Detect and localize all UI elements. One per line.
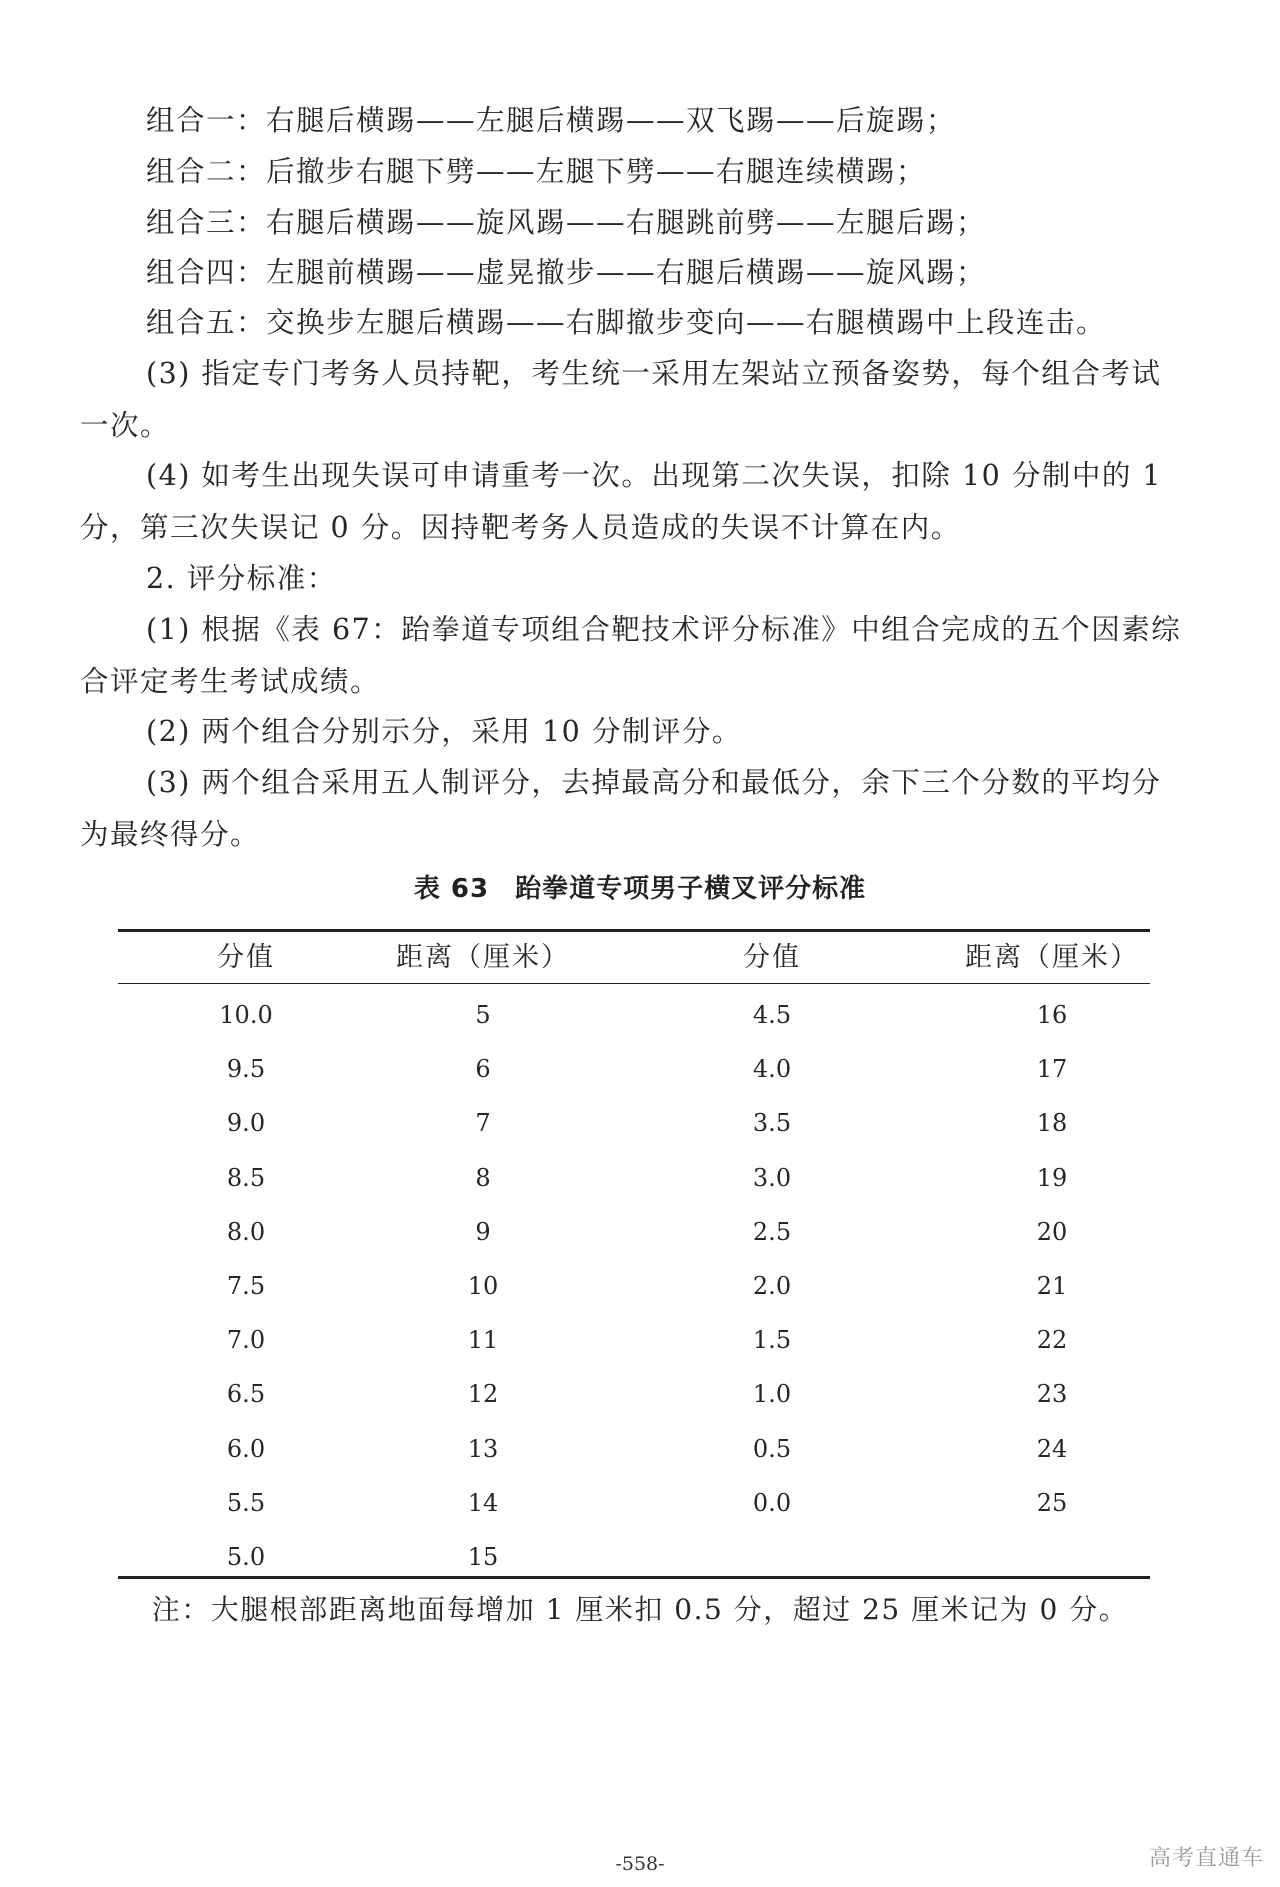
table-cell: 10 — [467, 1271, 499, 1300]
table-cell: 6.5 — [226, 1380, 266, 1409]
table-header — [118, 935, 1150, 981]
table-cell: 21 — [1036, 1271, 1068, 1300]
scoring-paragraph-1: (1) 根据《表 67：跆拳道专项组合靶技术评分标准》中组合完成的五个因素综合评定考生考试成绩。 — [80, 613, 1182, 698]
combo-3: 组合三：右腿后横踢——旋风踢——右腿跳前劈——左腿后踢； — [146, 206, 987, 239]
combo-4: 组合四：左腿前横踢——虚晃撤步——右腿后横踢——旋风踢； — [146, 256, 987, 289]
header-distance-2: 距离（厘米） — [965, 942, 1139, 973]
watermark: 高考直通车 — [1148, 1846, 1264, 1871]
scoring-paragraph-3: (3) 两个组合采用五人制评分，去掉最高分和最低分，余下三个分数的平均分为最终得分。 — [80, 766, 1162, 851]
table-cell: 2.5 — [752, 1217, 792, 1246]
table-cell: 9.5 — [226, 1055, 266, 1084]
table-cell: 12 — [467, 1380, 499, 1409]
table-cell: 7.5 — [226, 1271, 266, 1300]
table-row — [118, 1259, 1150, 1313]
header-distance-1: 距离（厘米） — [396, 942, 570, 973]
table-cell: 3.5 — [752, 1109, 792, 1138]
table-row — [118, 1476, 1150, 1530]
table-cell: 5.0 — [226, 1542, 266, 1571]
table-body — [118, 988, 1150, 1584]
table-cell: 23 — [1036, 1380, 1068, 1409]
table-row — [118, 1367, 1150, 1421]
table-cell: 16 — [1036, 1001, 1068, 1029]
table-cell: 17 — [1036, 1055, 1068, 1084]
table-cell: 13 — [467, 1434, 499, 1463]
table-cell: 10.0 — [219, 1001, 273, 1029]
table-cell: 0.0 — [752, 1488, 792, 1517]
header-score-1: 分值 — [217, 942, 275, 973]
table-title — [0, 868, 1280, 905]
table-cell: 1.0 — [752, 1380, 792, 1409]
table-row — [118, 1096, 1150, 1150]
table-cell: 11 — [467, 1326, 499, 1355]
table-row — [118, 1313, 1150, 1367]
table-row — [118, 1042, 1150, 1096]
table-cell: 22 — [1036, 1326, 1068, 1355]
table-cell: 6.0 — [226, 1434, 266, 1463]
combo-2: 组合二：后撤步右腿下劈——左腿下劈——右腿连续横踢； — [146, 155, 927, 188]
table-cell: 14 — [467, 1488, 499, 1517]
table-cell: 9 — [475, 1217, 491, 1246]
table-cell: 8.5 — [226, 1163, 266, 1192]
table-top-rule — [118, 929, 1150, 932]
scoring-heading: 2. 评分标准： — [146, 562, 337, 595]
table-cell: 25 — [1036, 1488, 1068, 1517]
table-cell: 5.5 — [226, 1488, 266, 1517]
table-cell: 7.0 — [226, 1326, 266, 1355]
table-cell: 7 — [475, 1109, 491, 1138]
table-cell: 8.0 — [226, 1217, 266, 1246]
rule-paragraph-3: (3) 指定专门考务人员持靶，考生统一采用左架站立预备姿势，每个组合考试一次。 — [80, 357, 1162, 442]
page-number: -558- — [615, 1853, 665, 1875]
table-cell: 2.0 — [752, 1271, 792, 1300]
table-number: 表 63 — [413, 874, 490, 904]
scoring-paragraph-2: (2) 两个组合分别示分，采用 10 分制评分。 — [146, 715, 742, 748]
table-cell: 5 — [475, 1001, 491, 1029]
table-cell: 4.0 — [752, 1055, 792, 1084]
table-cell: 0.5 — [752, 1434, 792, 1463]
table-cell: 19 — [1036, 1163, 1068, 1192]
table-cell: 18 — [1036, 1109, 1068, 1138]
table-row — [118, 1422, 1150, 1476]
table-row — [118, 1151, 1150, 1205]
header-score-2: 分值 — [743, 942, 801, 973]
table-row — [118, 988, 1150, 1042]
combo-5: 组合五：交换步左腿后横踢——右脚撤步变向——右腿横踢中上段连击。 — [146, 306, 1107, 339]
table-cell: 4.5 — [752, 1001, 792, 1029]
table-cell: 6 — [475, 1055, 491, 1084]
table-cell: 15 — [467, 1542, 499, 1571]
table-note: 注：大腿根部距离地面每增加 1 厘米扣 0.5 分，超过 25 厘米记为 0 分。 — [151, 1593, 1129, 1626]
table-header-rule — [118, 983, 1150, 984]
table-title-text: 跆拳道专项男子横叉评分标准 — [515, 874, 867, 904]
table-bottom-rule — [118, 1576, 1150, 1579]
combo-1: 组合一：右腿后横踢——左腿后横踢——双飞踢——后旋踢； — [146, 104, 957, 137]
table-cell: 3.0 — [752, 1163, 792, 1192]
table-cell: 9.0 — [226, 1109, 266, 1138]
table-cell: 24 — [1036, 1434, 1068, 1463]
table-row — [118, 1205, 1150, 1259]
table-cell: 1.5 — [752, 1326, 792, 1355]
table-cell: 8 — [475, 1163, 491, 1192]
rule-paragraph-4: (4) 如考生出现失误可申请重考一次。出现第二次失误，扣除 10 分制中的 1 分，第三次失误记 0 分。因持靶考务人员造成的失误不计算在内。 — [80, 459, 1163, 544]
table-cell: 20 — [1036, 1217, 1068, 1246]
